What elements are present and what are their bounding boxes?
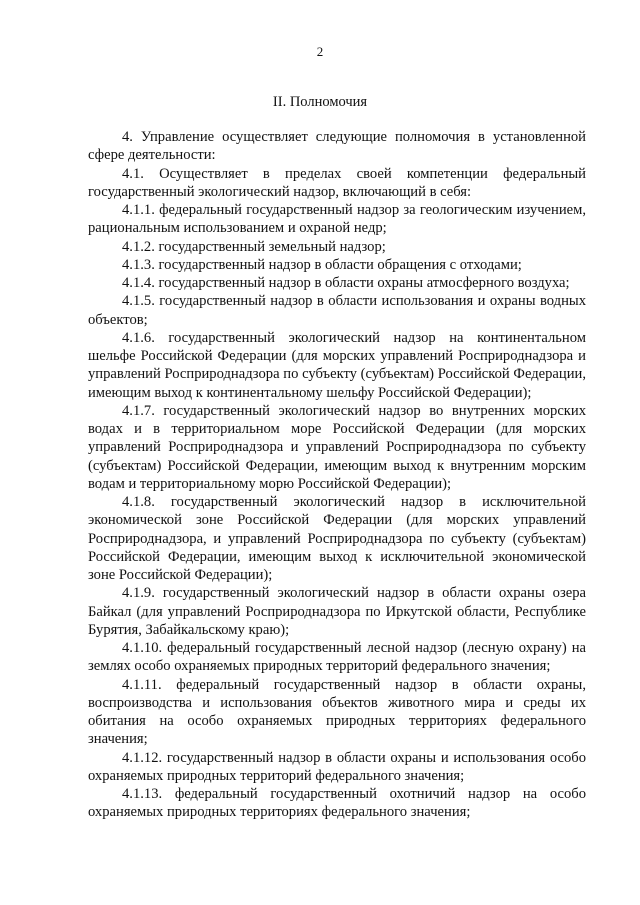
paragraph: 4.1.6. государственный экологический надзор на континентальном шельфе Российской Федерации (для морских управлений Росприроднадзора и управлений Росприроднадзора по субъекту (субъектам) Российской Федерации, имеющим выход к континентальному шельфу Российской Федерации);	[88, 329, 586, 401]
paragraph: 4.1.10. федеральный государственный лесной надзор (лесную охрану) на землях особо охраняемых природных территорий федерального значения;	[88, 640, 586, 675]
paragraph: 4.1.4. государственный надзор в области охраны атмосферного воздуха;	[122, 275, 570, 291]
paragraph: 4.1.12. государственный надзор в области охраны и использования особо охраняемых природных территорий федерального значения;	[88, 749, 586, 784]
paragraph: 4.1.13. федеральный государственный охотничий надзор на особо охраняемых природных территориях федерального значения;	[88, 786, 586, 821]
paragraph: 4.1.1. федеральный государственный надзор за геологическим изучением, рациональным использованием и охраной недр;	[88, 202, 586, 237]
paragraph: 4.1.3. государственный надзор в области обращения с отходами;	[122, 256, 522, 273]
paragraph: 4.1. Осуществляет в пределах своей компетенции федеральный государственный экологический надзор, включающий в себя:	[88, 165, 586, 200]
paragraph: 4.1.2. государственный земельный надзор;	[122, 238, 386, 255]
paragraph: 4.1.5. государственный надзор в области использования и охраны водных объектов;	[88, 293, 586, 328]
page-number: 2	[316, 44, 324, 59]
paragraph: 4.1.9. государственный экологический надзор в области охраны озера Байкал (для управлений Росприроднадзора по Иркутской области, Республике Бурятия, Забайкальскому краю);	[88, 585, 586, 638]
section-title: II. Полномочия	[272, 94, 368, 110]
paragraph: 4.1.11. федеральный государственный надзор в области охраны, воспроизводства и использования объектов животного мира и среды их обитания на особо охраняемых природных территориях федерального значения;	[88, 676, 586, 748]
paragraph: 4.1.7. государственный экологический надзор во внутренних морских водах и в территориальном море Российской Федерации (для морских управлений Росприроднадзора и управлений Росприроднадзора по субъекту (субъектам) Российской Федерации, имеющим выход к внутренним морским водам и территориальному морю Российской Федерации);	[88, 402, 586, 492]
paragraph: 4.1.8. государственный экологический надзор в исключительной экономической зоне Российской Федерации (для морских управлений Росприроднадзора, и управлений Росприроднадзора по субъекту (субъектам) Российской Федерации, имеющим выход к исключительной экономической зоне Российской Федерации);	[88, 494, 586, 583]
paragraph: 4. Управление осуществляет следующие полномочия в установленной сфере деятельности:	[88, 129, 586, 164]
document-body	[88, 128, 586, 822]
